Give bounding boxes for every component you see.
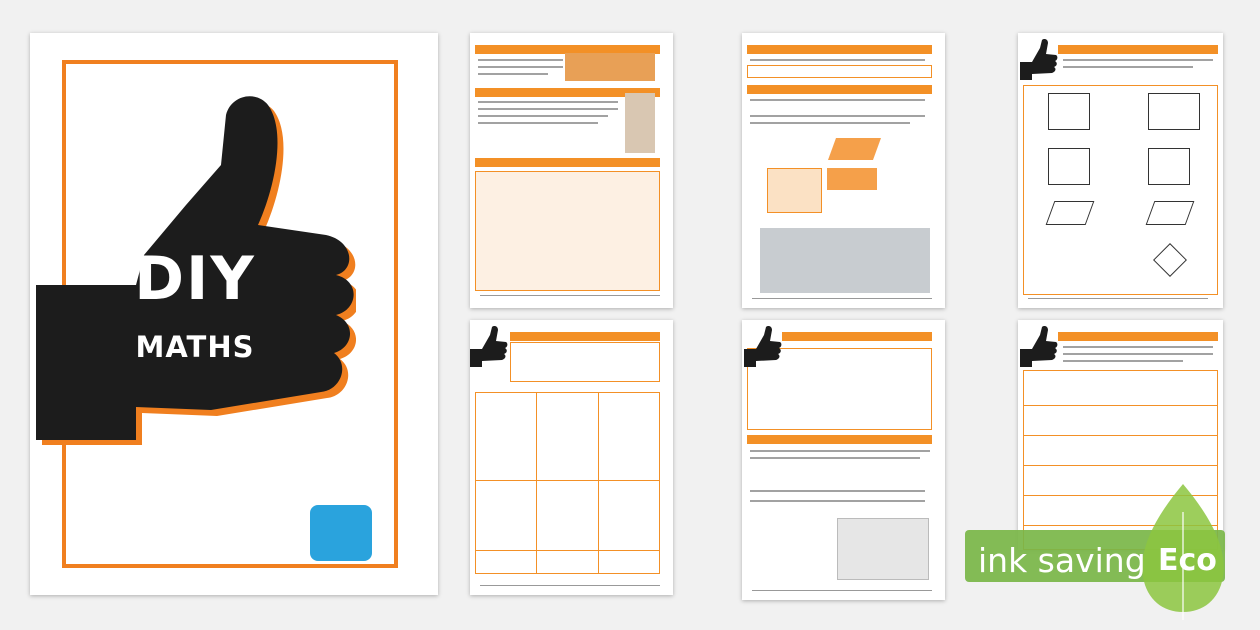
tools-photo bbox=[760, 228, 930, 293]
diy-thumb-icon bbox=[1020, 325, 1058, 367]
diy-thumb-icon bbox=[744, 325, 782, 367]
table-grid bbox=[475, 392, 660, 574]
diy-thumb-icon bbox=[470, 325, 508, 367]
worksheet-page-2 bbox=[470, 33, 673, 308]
parallelogram-diagram bbox=[827, 138, 887, 208]
twinkl-logo bbox=[310, 505, 372, 561]
floor-plan-image bbox=[837, 518, 929, 580]
tools-image bbox=[625, 93, 655, 153]
ink-saving-label: ink saving bbox=[978, 541, 1146, 580]
cover-title: DIY bbox=[134, 244, 256, 314]
planks-image bbox=[565, 53, 655, 81]
worksheet-page-3 bbox=[742, 33, 945, 308]
info-box bbox=[475, 171, 660, 291]
diy-thumb-icon bbox=[1020, 38, 1058, 80]
eco-label: Eco bbox=[1158, 543, 1217, 578]
cover-subtitle: MATHS bbox=[135, 330, 255, 364]
